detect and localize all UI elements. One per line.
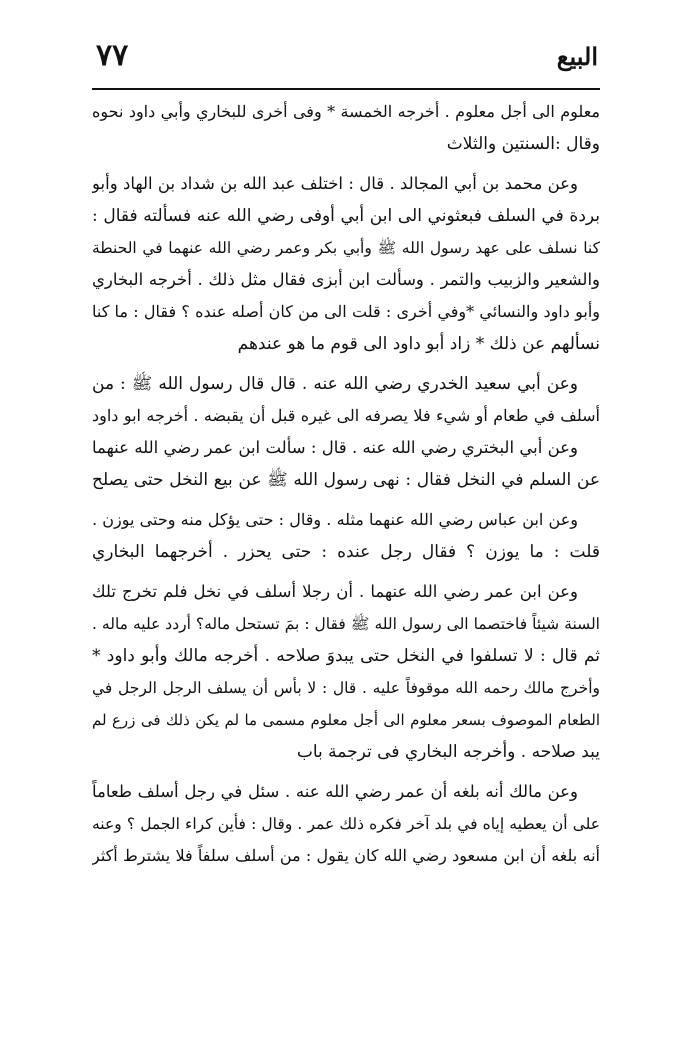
text-line: وعن ابن عباس رضي الله عنهما مثله . وقال : حتى يؤكل منه وحتى يوزن .	[92, 510, 578, 529]
page-header	[96, 38, 598, 78]
text-line: بردة في السلف فبعثوني الى ابن أبي أوفى رضي الله عنه فسألته فقال :	[92, 206, 600, 226]
paragraph	[92, 368, 600, 496]
text-line: وعن أبي سعيد الخدري رضي الله عنه . قال قال رسول الله ﷺ : من	[92, 374, 578, 394]
text-line: على أن يعطيه إياه في بلد آخر فكره ذلك عمر . وقال : فأين كراء الجمل ؟ وعنه	[92, 815, 600, 833]
text-line: وقال :السنتين والثلاث	[446, 134, 600, 154]
text-line: نسألهم عن ذلك * زاد أبو داود الى قوم ما هو عندهم	[237, 334, 600, 354]
running-title: البيع	[556, 42, 598, 71]
text-line: ثم قال : لا تسلفوا في النخل حتى يبدوَ صلاحه . أخرجه مالك وأبو داود *	[92, 646, 600, 666]
text-line: كنا نسلف على عهد رسول الله ﷺ وأبي بكر وعمر رضي الله عنهما في الحنطة	[92, 239, 600, 257]
text-line: معلوم الى أجل معلوم . أخرجه الخمسة * وفى أخرى للبخاري وأبي داود نحوه	[92, 102, 600, 121]
text-line: عن السلم في النخل فقال : نهى رسول الله ﷺ عن بيع النخل حتى يصلح	[92, 470, 600, 490]
text-line: وعن مالك أنه بلغه أن عمر رضي الله عنه . سئل في رجل أسلف طعاماً	[92, 782, 578, 801]
text-line: أسلف في طعام أو شيء فلا يصرفه الى غيره قبل أن يقبضه . أخرجه ابو داود	[92, 406, 600, 425]
text-line: وعن محمد بن أبي المجالد . قال : اختلف عبد الله بن شداد بن الهاد وأبو	[92, 174, 578, 193]
text-line: وعن ابن عمر رضي الله عنهما . أن رجلا أسلف في نخل فلم تخرج تلك	[92, 582, 578, 601]
header-rule	[92, 88, 600, 90]
paragraph	[92, 168, 600, 360]
paragraph	[92, 576, 600, 768]
text-line: يبد صلاحه . وأخرجه البخاري فى ترجمة باب	[296, 742, 600, 762]
paragraph	[92, 96, 600, 160]
text-line: وأبو داود والنسائي *وفي أخرى : قلت الى من كان أصله عنده ؟ فقال : ما كنا	[92, 302, 600, 321]
text-line: والشعير والزبيب والتمر . وسألت ابن أبزى فقال مثل ذلك . أخرجه البخاري	[92, 270, 600, 289]
text-line: قلت : ما يوزن ؟ فقال رجل عنده : حتى يحزر . أخرجهما البخاري	[92, 542, 600, 562]
text-line: وعن أبي البختري رضي الله عنه . قال : سألت ابن عمر رضي الله عنهما	[92, 438, 578, 457]
text-line: وأخرج مالك رحمه الله موقوفاً عليه . قال : لا بأس أن يسلف الرجل الرجل في	[92, 679, 600, 697]
paragraph	[92, 504, 600, 568]
text-line: أنه بلغه أن ابن مسعود رضي الله كان يقول : من أسلف سلفاً فلا يشترط أكثر	[92, 846, 600, 865]
page-number: ٧٧	[96, 38, 129, 73]
body-text	[92, 96, 600, 880]
text-line: السنة شيئاً فاختصما الى رسول الله ﷺ فقال : بمَ تستحل ماله؟ أردد عليه ماله .	[92, 615, 600, 633]
text-line: الطعام الموصوف بسعر معلوم الى أجل معلوم مسمى ما لم يكن ذلك فى زرع لم	[92, 711, 600, 729]
paragraph	[92, 776, 600, 872]
